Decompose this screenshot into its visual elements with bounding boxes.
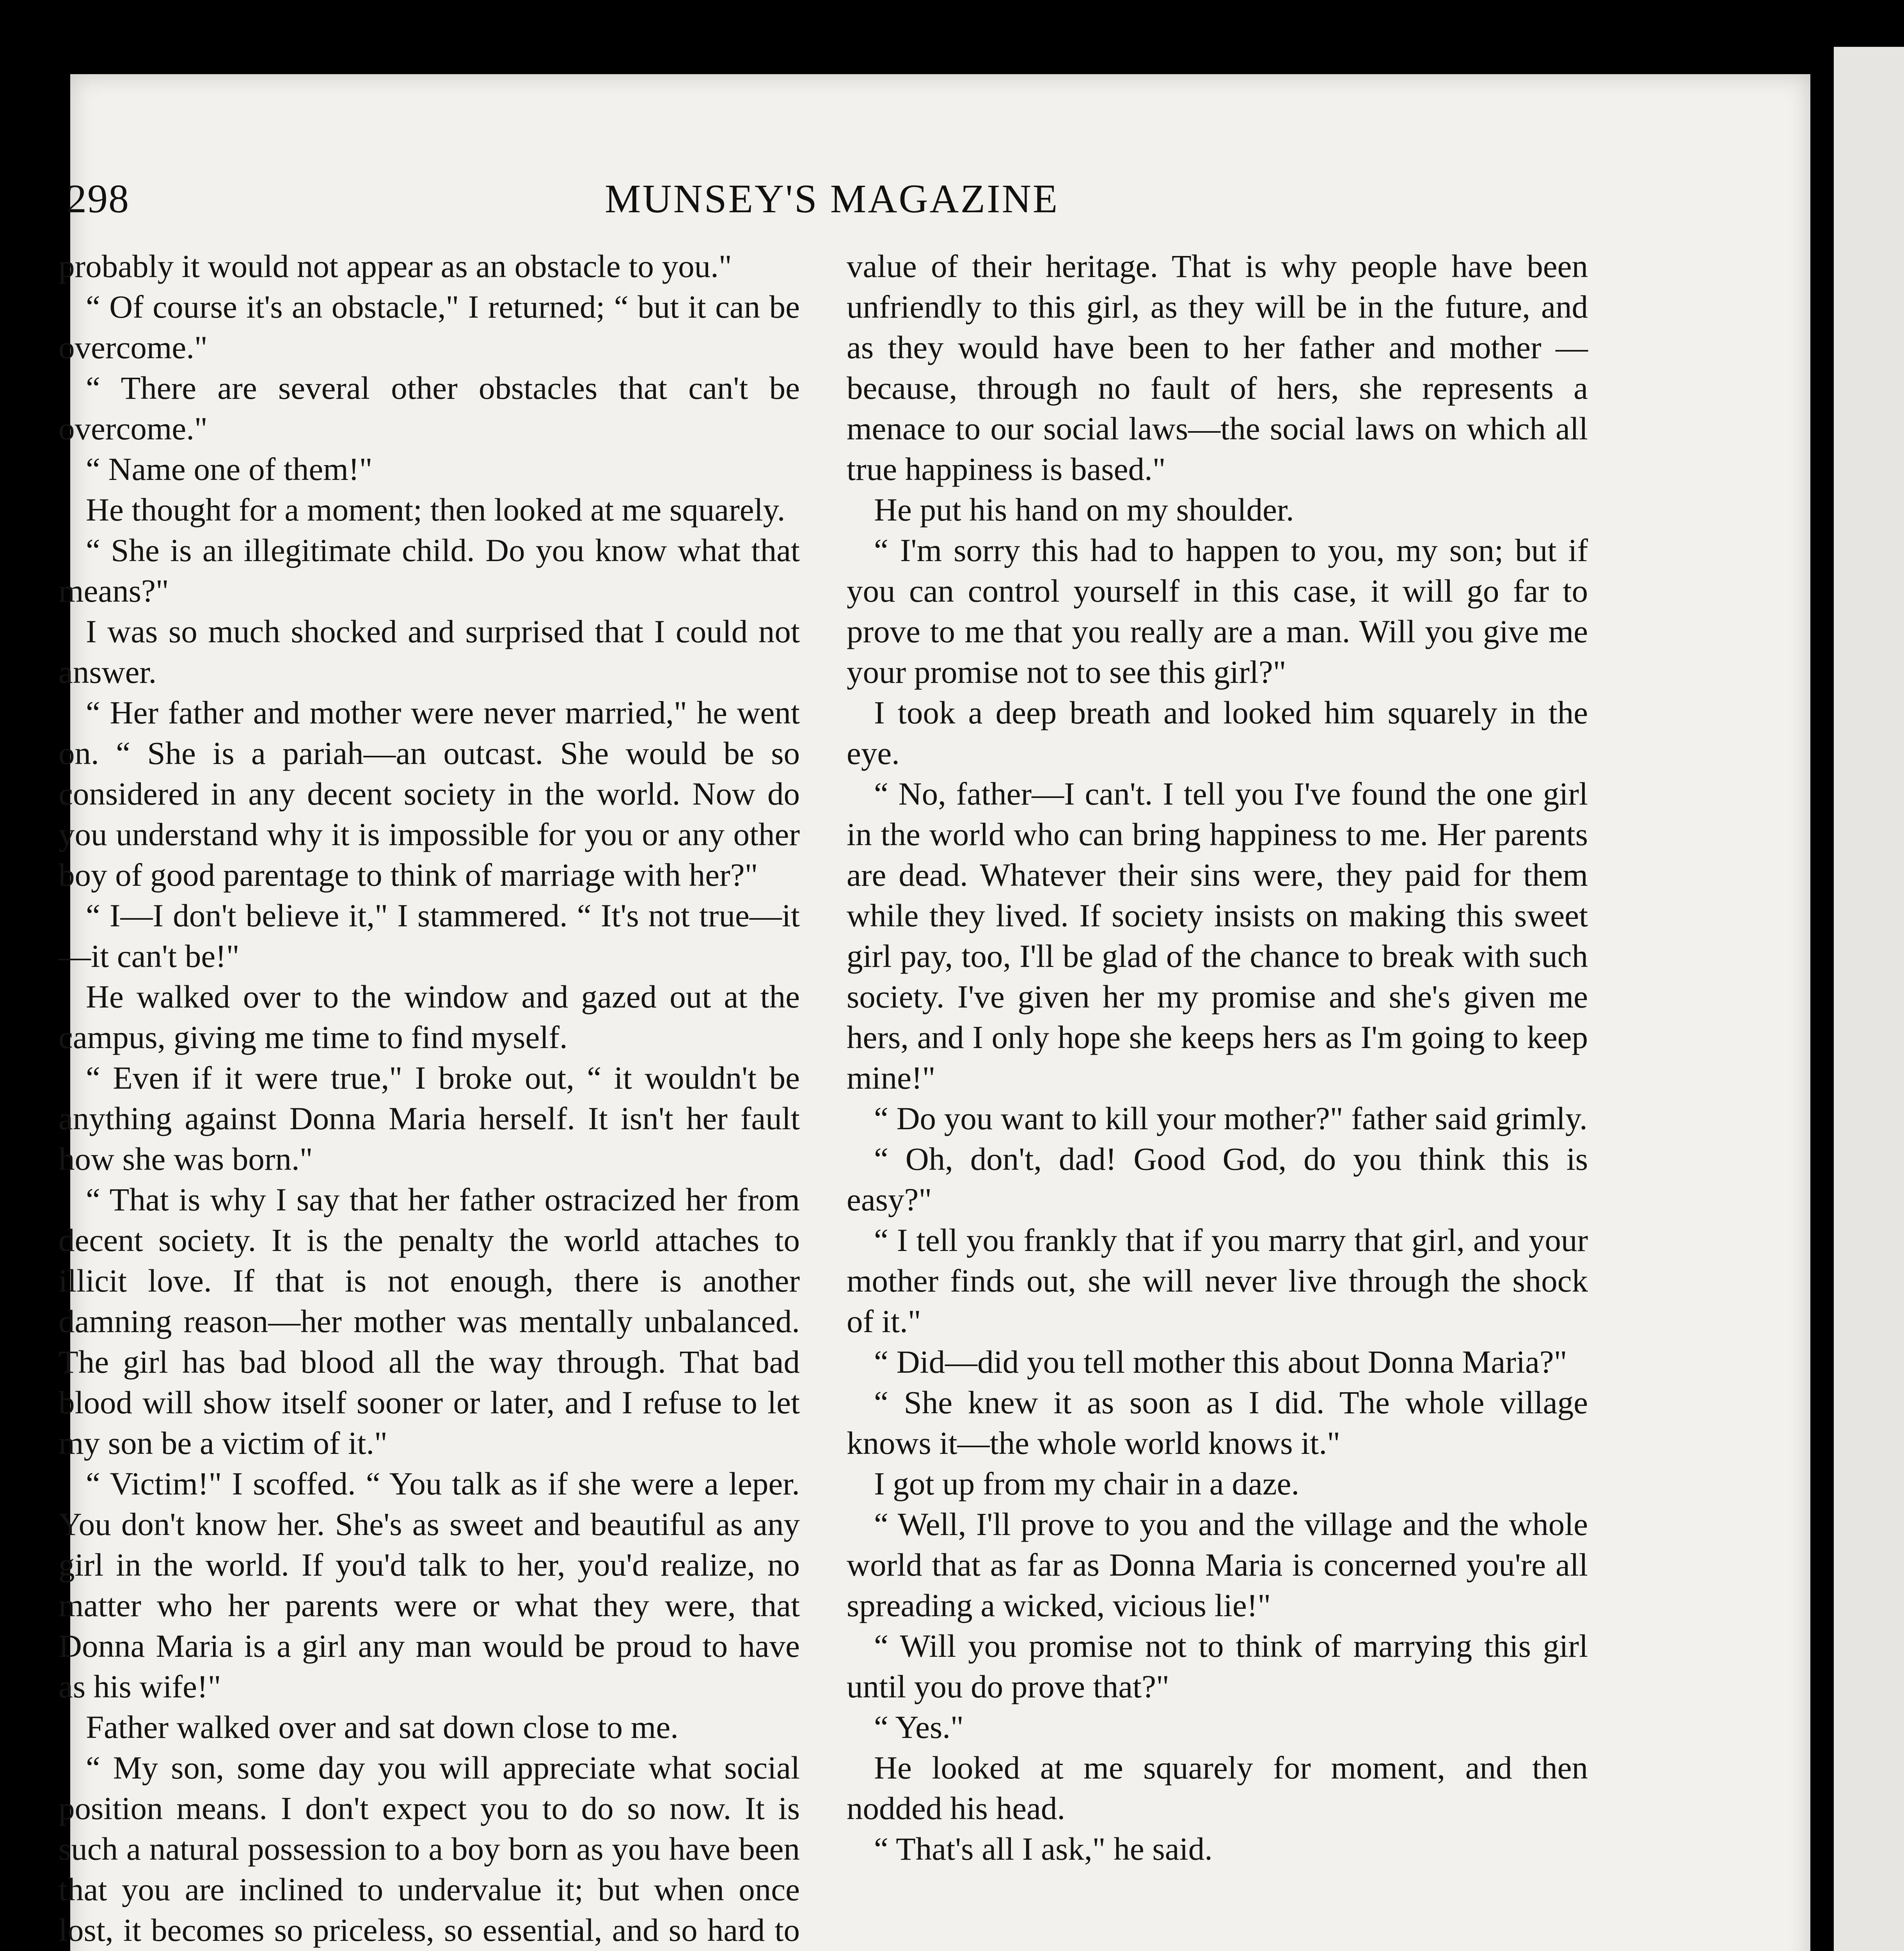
paragraph: “ Of course it's an obstacle," I returned; “ but it can be overcome."	[59, 289, 800, 365]
paragraph: “ No, father—I can't. I tell you I've found the one girl in the world who can bring happiness to me. Her parents are dead. Whatever their sins were, they paid for them while they lived. If society insists on making this sweet girl pay, too, I'll be glad of the chance to break with such society. I've given her my promise and she's given me hers, and I only hope she keeps hers as I'm going to keep mine!"	[847, 776, 1588, 1096]
paragraph: “ Oh, don't, dad! Good God, do you think this is easy?"	[847, 1141, 1588, 1217]
paragraph: “ Victim!" I scoffed. “ You talk as if she were a leper. You don't know her. She's as sweet and beautiful as any girl in the world. If you'd talk to her, you'd realize, no matter who her parents were or what they were, that Donna Maria is a girl any man would be proud to have as his wife!"	[59, 1466, 800, 1704]
paragraph: “ She is an illegitimate child. Do you know what that means?"	[59, 532, 800, 609]
paragraph: “ I'm sorry this had to happen to you, my son; but if you can control yourself in this case, it will go far to prove to me that you really are a man. Will you give me your promise not to see this girl?"	[847, 532, 1588, 690]
paragraph: He put his hand on my shoulder.	[874, 492, 1294, 528]
paragraph: “ That's all I ask," he said.	[874, 1831, 1213, 1867]
running-title: MUNSEY'S MAGAZINE	[605, 176, 1059, 221]
page-header	[66, 176, 1120, 226]
paragraph: He thought for a moment; then looked at me squarely.	[86, 492, 785, 528]
paragraph: “ Yes."	[874, 1709, 964, 1745]
paragraph: “ Even if it were true," I broke out, “ it wouldn't be anything against Donna Maria herself. It isn't her fault how she was born."	[59, 1060, 800, 1177]
paragraph: “ Her father and mother were never married," he went on. “ She is a pariah—an outcast. She would be so considered in any decent society in the world. Now do you understand why it is impossible for you or any other boy of good parentage to think of marriage with her?"	[59, 695, 800, 893]
adjacent-page-edge	[1834, 47, 1904, 1951]
paragraph: I took a deep breath and looked him squarely in the eye.	[847, 695, 1588, 771]
paragraph: I was so much shocked and surprised that I could not answer.	[59, 613, 800, 690]
paragraph: “ She knew it as soon as I did. The whole village knows it—the whole world knows it."	[847, 1384, 1588, 1461]
page-number: 298	[66, 176, 130, 221]
paragraph: Father walked over and sat down close to me.	[86, 1709, 678, 1745]
paragraph: “ There are several other obstacles that can't be overcome."	[59, 370, 800, 446]
paragraph: “ I tell you frankly that if you marry that girl, and your mother finds out, she will never live through the shock of it."	[847, 1222, 1588, 1339]
paragraph: He walked over to the window and gazed out at the campus, giving me time to find myself.	[59, 979, 800, 1055]
paragraph: “ Did—did you tell mother this about Donna Maria?"	[874, 1344, 1567, 1380]
paragraph: probably it would not appear as an obstacle to you."	[59, 248, 732, 284]
paragraph: “ Well, I'll prove to you and the village and the whole world that as far as Donna Maria is concerned you're all spreading a wicked, vicious lie!"	[847, 1506, 1588, 1623]
paragraph: “ My son, some day you will appreciate what social position means. I don't expect you to do so now. It is such a natural possession to a boy born as you have been that you are inclined to undervalue it; but when once lost, it becomes so priceless, so essential, and so hard to	[59, 1750, 800, 1948]
paragraph: “ Do you want to kill your mother?" father said grimly.	[874, 1100, 1588, 1136]
left-column	[59, 246, 800, 1951]
right-column	[847, 246, 1588, 1869]
paragraph: I got up from my chair in a daze.	[874, 1466, 1300, 1501]
paragraph: “ I—I don't believe it," I stammered. “ It's not true—it—it can't be!"	[59, 897, 800, 974]
paragraph: “ That is why I say that her father ostracized her from decent society. It is the penalty the world attaches to illicit love. If that is not enough, there is another damning reason—her mother was mentally unbalanced. The girl has bad blood all the way through. That bad blood will show itself sooner or later, and I refuse to let my son be a victim of it."	[59, 1182, 800, 1461]
paragraph: “ Name one of them!"	[86, 451, 373, 487]
paragraph: “ Will you promise not to think of marrying this girl until you do prove that?"	[847, 1628, 1588, 1704]
paragraph: value of their heritage. That is why people have been unfriendly to this girl, as they will be in the future, and as they would have been to her father and mother —because, through no fault of hers, she represents a menace to our social laws—the social laws on which all true happiness is based."	[847, 248, 1588, 487]
paragraph: He looked at me squarely for moment, and then nodded his head.	[847, 1750, 1588, 1826]
